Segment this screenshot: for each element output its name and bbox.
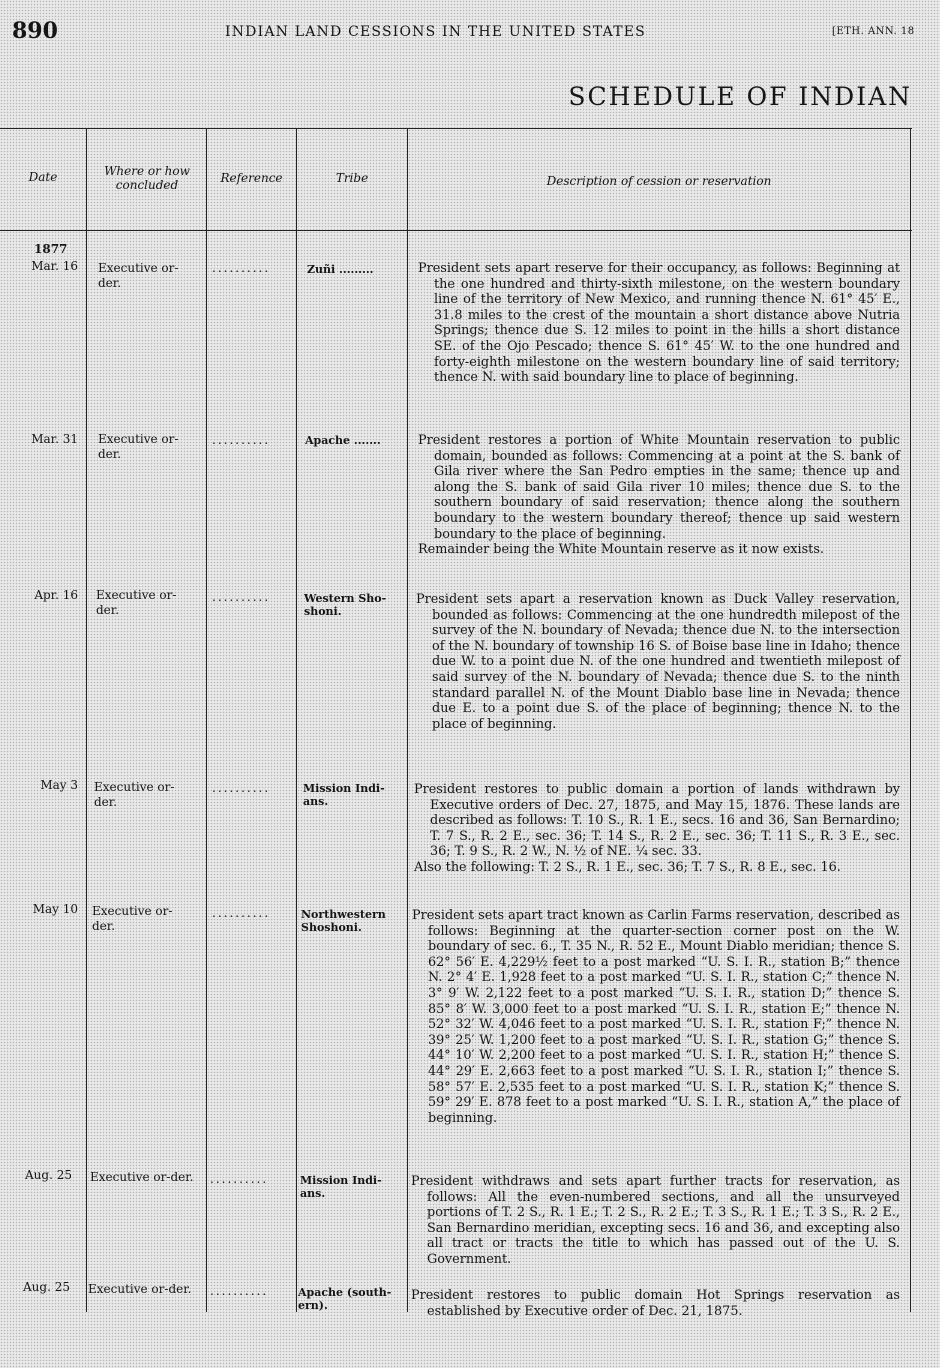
description-paragraph: President restores to public domain a portion of lands withdrawn by Executive orders of Dec. 27, 1875, and May 15, 1876. These lands are described as follows: T. 10 S., R. 1 E., secs. 16 and 36, San Bernardino; T. 7 S., R. 2 E., sec. 36; T. 14 S., R. 2 E., sec. 36; T. 11 S., R. 3 E., sec. 36; T. 9 S., R. 2 W., N. ½ of NE. ¼ sec. 33.: [414, 782, 900, 860]
entry-date: Apr. 16: [34, 588, 78, 602]
entry-description: [414, 782, 900, 876]
table-top-rule: [0, 128, 912, 129]
description-paragraph: Also the following: T. 2 S., R. 1 E., sec. 36; T. 7 S., R. 8 E., sec. 16.: [414, 859, 841, 875]
entry-description: [416, 592, 900, 732]
entry-description: [411, 1288, 900, 1319]
entry-date: Mar. 31: [31, 432, 78, 446]
entry-date: Mar. 16: [31, 259, 78, 273]
column-rule: [206, 128, 207, 1312]
entry-tribe: Apache (south-ern).: [298, 1286, 392, 1312]
description-paragraph: President sets apart tract known as Carlin Farms reservation, described as follows: Beginning at the quarter-section corner post on the W. boundary of sec. 6., T. 35 N., R. 52 E., Mount Diablo meridian; thence S. 62° 56′ E. 4,229½ feet to a post marked “U. S. I. R., station B;” thence N. 2° 4′ E. 1,928 feet to a post marked “U. S. I. R., station C;” thence N. 3° 9′ W. 2,122 feet to a post marked “U. S. I. R., station D;” thence S. 85° 8′ W. 3,000 feet to a post marked “U. S. I. R., station E;” thence N. 52° 32′ W. 4,046 feet to a post marked “U. S. I. R., station F;” thence N. 39° 25′ W. 1,200 feet to a post marked “U. S. I. R., station G;” thence S. 44° 10′ W. 2,200 feet to a post marked “U. S. I. R., station H;” thence S. 44° 29′ E. 2,663 feet to a post marked “U. S. I. R., station I;” thence S. 58° 57′ E. 2,535 feet to a post marked “U. S. I. R., station K;” thence S. 59° 29′ E. 878 feet to a post marked “U. S. I. R., station A,” the place of beginning.: [412, 908, 900, 1126]
entry-date: May 10: [32, 902, 78, 916]
description-paragraph: President sets apart a reservation known as Duck Valley reservation, bounded as follows: Commencing at the one hundredth milepost of the survey of the N. boundary of Nevada; thence due N. to the intersection of the N. boundary of township 16 S. of Boise base line in Idaho; thence due W. to a point due N. of the one hundred and twentieth milepost of said survey of the N. boundary of Nevada; thence due S. to the ninth standard parallel N. of the Mount Diablo base line in Nevada; thence due E. to a point due S. of the place of beginning; thence N. to the place of beginning.: [416, 592, 900, 732]
report-reference: [ETH. ANN. 18: [832, 26, 915, 37]
entry-date: Aug. 25: [25, 1168, 72, 1182]
entry-date: Aug. 25: [23, 1280, 70, 1294]
entry-how-concluded: Executive or-der.: [88, 1282, 192, 1296]
schedule-title: SCHEDULE OF INDIAN: [568, 82, 912, 111]
entry-tribe: Western Sho-shoni.: [304, 592, 387, 618]
description-paragraph: President restores to public domain Hot Springs reservation as established by Executive order of Dec. 21, 1875.: [411, 1288, 900, 1319]
column-header-how-concluded: Where or how concluded: [104, 164, 190, 192]
page-number: 890: [12, 18, 58, 44]
running-header: [0, 18, 940, 42]
entry-how-concluded: Executive or-der.: [90, 1170, 194, 1184]
column-rule: [86, 128, 87, 1312]
entry-reference: ..........: [212, 781, 271, 795]
column-header-reference: Reference: [220, 171, 283, 185]
description-paragraph: President withdraws and sets apart further tracts for reservation, as follows: All the even-numbered sections, and all the unsurveyed portions of T. 2 S., R. 1 E.; T. 2 S., R. 2 E.; T. 3 S., R. 1 E.; T. 3 S., R. 2 E., San Bernardino meridian, excepting secs. 16 and 36, and excepting also all tract or tracts the title to which has passed out of the U. S. Government.: [411, 1174, 900, 1267]
entry-tribe: Mission Indi-ans.: [303, 782, 385, 808]
entry-how-concluded: Executive or-der.: [94, 780, 175, 809]
column-rule: [910, 128, 911, 1312]
column-header-description: Description of cession or reservation: [546, 174, 772, 188]
column-header-tribe: Tribe: [335, 171, 369, 185]
column-header-date: Date: [28, 170, 58, 184]
entry-description: [412, 908, 900, 1126]
entry-reference: ..........: [212, 261, 271, 275]
description-paragraph: President restores a portion of White Mountain reservation to public domain, bounded as follows: Commencing at a point at the S. bank of Gila river where the San Pedro empties in the same; thence up and along the S. bank of said Gila river 10 miles; thence due S. to the southern boundary of said reservation; thence along the southern boundary to the western boundary thereof; thence up said western boundary to the place of beginning.: [418, 433, 900, 542]
description-paragraph: President sets apart reserve for their occupancy, as follows: Beginning at the one hundred and thirty-sixth milestone, on the western boundary line of the territory of New Mexico, and running thence N. 61° 45′ E., 31.8 miles to the crest of the mountain a short distance above Nutria Springs; thence due S. 12 miles to point in the hills a short distance SE. of the Ojo Pescado; thence S. 61° 45′ W. to the one hundred and forty-eighth milestone on the western boundary line of said territory; thence N. with said boundary line to place of beginning.: [418, 261, 900, 386]
entry-how-concluded: Executive or-der.: [96, 588, 177, 617]
description-paragraph: Remainder being the White Mountain reserve as it now exists.: [418, 542, 824, 558]
entry-tribe: Zuñi .........: [307, 263, 374, 276]
column-rule: [296, 128, 297, 1312]
column-rule: [407, 128, 408, 1312]
entry-reference: ..........: [212, 433, 271, 447]
entry-how-concluded: Executive or-der.: [92, 904, 173, 933]
entry-year: 1877: [34, 242, 68, 256]
running-title: INDIAN LAND CESSIONS IN THE UNITED STATES: [225, 24, 646, 40]
entry-reference: ..........: [210, 1284, 269, 1298]
entry-description: [418, 433, 900, 558]
entry-reference: ..........: [212, 590, 271, 604]
entry-tribe: Northwestern Shoshoni.: [301, 908, 386, 934]
entry-tribe: Apache .......: [305, 434, 381, 447]
entry-reference: ..........: [212, 906, 271, 920]
entry-how-concluded: Executive or-der.: [98, 261, 179, 290]
entry-how-concluded: Executive or-der.: [98, 432, 179, 461]
table-header-rule: [0, 230, 912, 231]
entry-description: [418, 261, 900, 386]
entry-description: [411, 1174, 900, 1268]
entry-tribe: Mission Indi-ans.: [300, 1174, 382, 1200]
entry-date: May 3: [40, 778, 78, 792]
entry-reference: ..........: [210, 1172, 269, 1186]
